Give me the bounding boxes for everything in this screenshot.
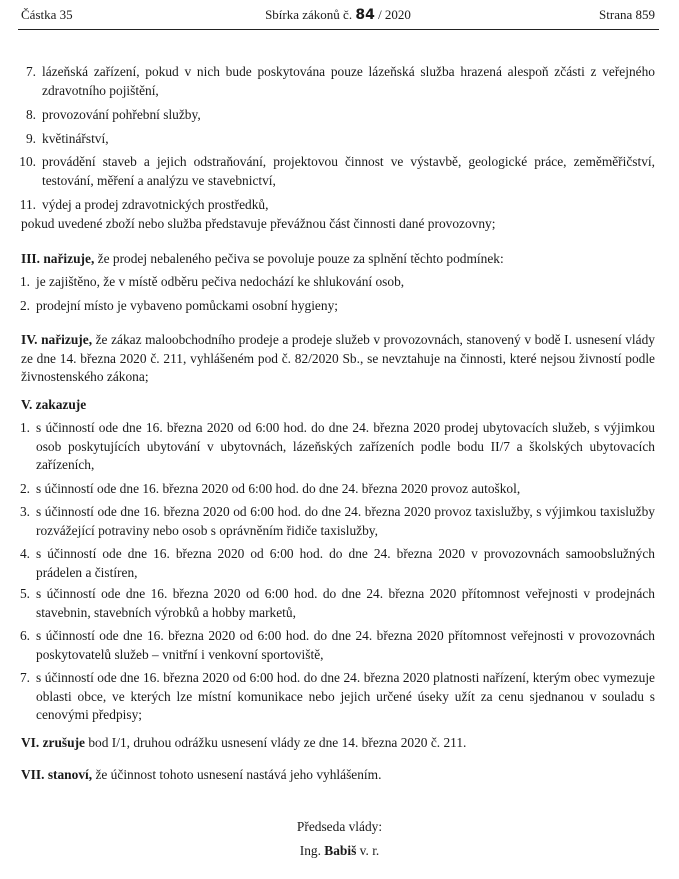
header-collection-number: 84 — [355, 7, 375, 23]
list-item-number: 7. — [19, 670, 30, 685]
section-verb: zrušuje — [42, 735, 85, 750]
section-ii-closing: pokud uvedené zboží nebo služba představuje převážnou část činnosti dané provozovny; — [21, 216, 496, 231]
list-item-text: provádění staveb a jejich odstraňování, projektovou činnost ve výstavbě, geologické práce, zeměměřičství, testování, měření a analýzu ve stavebnictví, — [42, 154, 655, 188]
section-v-heading: V. zakazuje — [21, 397, 87, 412]
list-item-number: 2. — [19, 298, 30, 313]
list-item-number: 8. — [25, 107, 36, 122]
header-rule — [18, 29, 659, 30]
section-numeral: VII. — [21, 767, 45, 782]
list-item-number: 11. — [19, 197, 36, 212]
signature-prefix: Ing. — [299, 843, 321, 858]
list-item-number: 7. — [25, 64, 36, 79]
header-collection — [21, 6, 655, 25]
list-item-number: 10. — [19, 154, 36, 169]
list-item — [25, 63, 655, 100]
list-item — [19, 153, 655, 190]
section-numeral: III. — [21, 251, 40, 266]
section-verb: stanoví, — [47, 767, 93, 782]
list-item-text: s účinností ode dne 16. března 2020 od 6:00 hod. do dne 24. března 2020 provoz autoškol, — [36, 481, 521, 496]
list-item-number: 5. — [19, 586, 30, 601]
header-collection-year: / 2020 — [378, 7, 411, 22]
list-item-text: s účinností ode dne 16. března 2020 od 6:00 hod. do dne 24. března 2020 provoz taxislužby, s výjimkou taxislužby rozvážející potraviny nebo osob s oprávněním řidiče taxislužby, — [36, 504, 655, 538]
list-item-number: 2. — [19, 481, 30, 496]
list-item — [19, 273, 655, 292]
section-iv — [21, 331, 655, 387]
list-item-text: s účinností ode dne 16. března 2020 od 6:00 hod. do dne 24. března 2020 přítomnost veřejnosti v provozovnách poskytovatelů služeb – vnitřní i venkovní sportoviště, — [36, 628, 655, 662]
list-item — [25, 106, 655, 125]
list-item-number: 6. — [19, 628, 30, 643]
list-item-text: květinářství, — [42, 131, 109, 146]
list-item-number: 4. — [19, 546, 30, 561]
list-item — [19, 545, 655, 582]
list-item — [19, 297, 655, 316]
section-verb: nařizuje, — [41, 332, 93, 347]
list-item — [19, 585, 655, 622]
signature-title: Předseda vlády: — [296, 819, 383, 834]
list-item — [19, 503, 655, 540]
section-text: že prodej nebaleného pečiva se povoluje pouze za splnění těchto podmínek: — [94, 251, 504, 266]
section-numeral: IV. — [21, 332, 38, 347]
page-header — [21, 6, 655, 26]
section-text: bod I/1, druhou odrážku usnesení vlády ze dne 14. března 2020 č. 211. — [85, 735, 467, 750]
section-iii-intro — [21, 250, 655, 269]
list-item-text: s účinností ode dne 16. března 2020 od 6:00 hod. do dne 24. března 2020 v provozovnách samoobslužných prádelen a čistíren, — [36, 546, 655, 580]
list-item-text: prodejní místo je vybaveno pomůckami osobní hygieny; — [36, 298, 338, 313]
header-collection-prefix: Sbírka zákonů č. — [265, 7, 353, 22]
list-item-number: 1. — [19, 420, 30, 435]
list-item — [19, 669, 655, 725]
list-item-text: výdej a prodej zdravotnických prostředků, — [42, 197, 269, 212]
list-item — [19, 627, 655, 664]
section-text: že účinnost tohoto usnesení nastává jeho vyhlášením. — [92, 767, 382, 782]
list-item — [19, 419, 655, 475]
header-part: Částka 35 — [21, 7, 73, 22]
section-vi — [21, 734, 655, 753]
section-numeral: VI. — [21, 735, 40, 750]
list-item-text: lázeňská zařízení, pokud v nich bude poskytována pouze lázeňská služba hrazená alespoň zčásti z veřejného zdravotního pojištění, — [42, 64, 655, 98]
list-item — [19, 480, 655, 499]
signature-suffix: v. r. — [359, 843, 380, 858]
list-item — [19, 196, 655, 215]
section-text: že zákaz maloobchodního prodeje a prodeje služeb v provozovnách, stanovený v bodě I. usnesení vlády ze dne 14. března 2020 č. 211, vyhlášeném pod č. 82/2020 Sb., se nevztahuje na činnosti, které nejsou živností podle živnostenského zákona; — [21, 332, 655, 384]
section-verb: nařizuje, — [43, 251, 95, 266]
list-item-text: s účinností ode dne 16. března 2020 od 6:00 hod. do dne 24. března 2020 prodej ubytovacích služeb, s výjimkou osob poskytujících ubytování v ubytovnách, lázeňských zařízeních podle bodu II/7 a školských ubytovacích zařízeních, — [36, 420, 655, 472]
list-item-number: 3. — [19, 504, 30, 519]
signature-name — [0, 842, 679, 861]
list-item — [25, 130, 655, 149]
list-item-text: s účinností ode dne 16. března 2020 od 6:00 hod. do dne 24. března 2020 přítomnost veřejnosti v prodejnách stavebnin, stavebních výrobků a hobby marketů, — [36, 586, 655, 620]
list-item-number: 9. — [25, 131, 36, 146]
list-item-number: 1. — [19, 274, 30, 289]
list-item-text: provozování pohřební služby, — [42, 107, 201, 122]
list-item-text: je zajištěno, že v místě odběru pečiva nedochází ke shlukování osob, — [36, 274, 405, 289]
section-vii — [21, 766, 655, 785]
signature-surname: Babiš — [324, 843, 357, 858]
header-page-number: Strana 859 — [599, 7, 655, 22]
list-item-text: s účinností ode dne 16. března 2020 od 6:00 hod. do dne 24. března 2020 platnosti nařízení, kterým obec vymezuje oblasti obce, ve kterých lze místní komunikace nebo jejich určené úseky užít za cenu sjednanou v souladu s cenovými předpisy; — [36, 670, 655, 722]
